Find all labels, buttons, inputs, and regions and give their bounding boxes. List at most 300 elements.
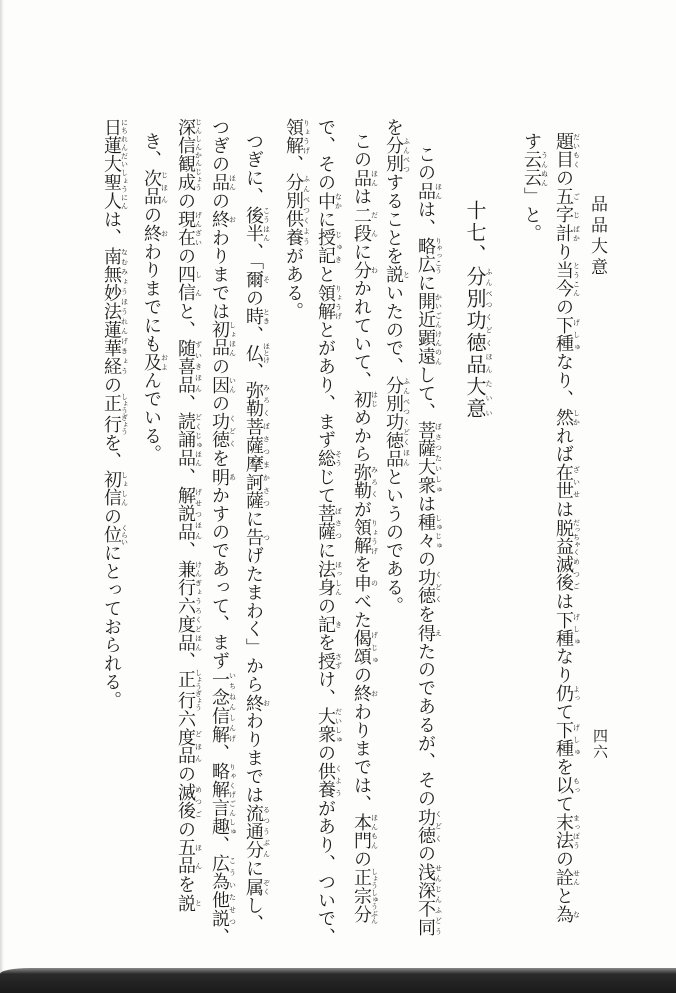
text-run: を — [383, 118, 404, 137]
ruby-base: 爾 — [243, 270, 264, 289]
ruby-reading: かいごんけんのん — [434, 292, 443, 366]
text-run: 、 — [243, 325, 264, 344]
ruby-reading: き — [334, 614, 343, 634]
ruby-base: 南無妙法蓮華経 — [101, 246, 122, 376]
text-run: の — [175, 191, 196, 211]
ruby-reading: およ — [160, 352, 169, 372]
ruby-base: 功徳 — [415, 568, 436, 606]
ruby-base: 随喜品 — [175, 338, 196, 395]
text-run: を — [415, 605, 436, 624]
ruby-word — [209, 854, 237, 928]
ruby-reading: あ — [228, 467, 237, 487]
ruby-reading: ふんべつくどくほん — [402, 375, 411, 468]
ruby-reading: お — [160, 224, 169, 243]
ruby-reading: ばか — [572, 224, 581, 243]
ruby-word — [553, 408, 581, 427]
ruby-base: 功徳品 — [463, 310, 487, 376]
ruby-word — [243, 877, 271, 896]
text-run: なり — [553, 647, 574, 685]
text-run: の — [415, 844, 436, 863]
text-run: わりまでは — [243, 711, 264, 804]
ruby-base: 授 — [315, 651, 336, 671]
ruby-word — [283, 118, 311, 155]
text-run: じて — [315, 467, 336, 505]
ruby-base: 中 — [315, 191, 336, 211]
ruby-reading: ずいきほん — [194, 338, 203, 395]
ruby-word — [175, 838, 203, 876]
text-run: け、 — [315, 670, 336, 707]
ruby-base: 日蓮大聖人 — [101, 118, 122, 210]
ruby-base: 末法 — [553, 813, 574, 850]
text-run: とがあり、まず — [315, 320, 336, 450]
ruby-word — [243, 380, 271, 510]
ruby-word — [175, 210, 203, 247]
ruby-base: 広為他説 — [209, 854, 230, 928]
text-run: なり、 — [553, 352, 574, 409]
text-column-12 — [96, 118, 129, 709]
text-run: は、 — [415, 200, 436, 238]
text-run: というのである。 — [383, 467, 404, 615]
ruby-base: 弥勒 — [351, 463, 372, 501]
ruby-base: 脱益 — [553, 518, 574, 556]
text-run: を、 — [101, 433, 122, 471]
text-column-2 — [516, 132, 549, 242]
ruby-base: 開近顕遠 — [415, 292, 436, 366]
text-run: を — [209, 449, 230, 468]
text-column-10 — [170, 118, 203, 912]
ruby-reading: しゅじゅ — [434, 513, 443, 550]
ruby-base: 分別功徳品 — [383, 375, 404, 468]
text-run: と — [315, 265, 336, 284]
text-run: の — [553, 168, 574, 188]
ruby-reading: みろくぼさつまかさつ — [262, 380, 271, 510]
ruby-reading: くどく — [434, 807, 443, 845]
ruby-word — [415, 181, 443, 201]
ruby-reading: わ — [370, 260, 379, 280]
ruby-base: 然 — [553, 408, 574, 427]
ruby-word — [315, 762, 343, 799]
ruby-reading: ほっしん — [334, 559, 343, 597]
ruby-word — [383, 375, 411, 468]
ruby-base: 読誦品 — [175, 412, 196, 468]
ruby-word — [175, 265, 203, 303]
ruby-base: 品 — [351, 168, 372, 188]
ruby-reading: しょしん — [120, 470, 129, 508]
ruby-word — [463, 266, 493, 310]
ruby-word — [351, 463, 379, 501]
text-run: の — [315, 596, 336, 615]
ruby-base: 云云 — [521, 150, 542, 188]
ruby-word — [351, 205, 379, 243]
ruby-base: 仏 — [243, 342, 264, 364]
text-run: 、 — [209, 835, 230, 855]
ruby-word — [351, 168, 379, 188]
ruby-reading: だいもく — [572, 132, 581, 169]
text-run: することを — [383, 173, 404, 266]
text-run: 、 — [175, 651, 196, 671]
text-run: れば — [553, 426, 574, 464]
ruby-base: 略広 — [415, 237, 436, 274]
ruby-reading: しょうしゅうぶん — [370, 868, 379, 925]
ruby-reading: なか — [334, 191, 343, 210]
ruby-word — [553, 610, 581, 648]
text-run: の — [415, 549, 436, 569]
ruby-base: 当今 — [553, 260, 574, 298]
ruby-base: 総 — [315, 449, 336, 468]
ruby-reading: りゃくげごんしゅ — [228, 762, 237, 836]
ruby-word — [209, 173, 237, 192]
ruby-base: 位 — [101, 524, 122, 546]
ruby-reading: ぼさつたいしゅ — [434, 421, 443, 495]
ruby-reading: どくじゅほん — [194, 412, 203, 468]
text-run: この — [415, 145, 436, 182]
text-run: て — [553, 702, 574, 721]
text-run: を — [175, 875, 196, 894]
ruby-reading: と — [194, 893, 203, 912]
text-run: して、 — [415, 365, 436, 422]
ruby-reading: ほん — [194, 838, 203, 876]
ruby-reading: めつご — [572, 555, 581, 593]
ruby-base: 記 — [315, 614, 336, 634]
book-bottom-edge — [0, 968, 676, 993]
text-run: は、 — [101, 210, 122, 247]
ruby-word — [351, 518, 379, 556]
ruby-reading: お — [262, 693, 271, 712]
ruby-word — [553, 813, 581, 850]
ruby-reading: どほん — [194, 727, 203, 765]
text-run: て — [553, 794, 574, 814]
ruby-word — [175, 668, 203, 711]
ruby-word — [351, 260, 379, 280]
ruby-word — [553, 187, 581, 225]
ruby-reading: もっ — [572, 776, 581, 795]
ruby-reading: そ — [262, 270, 271, 289]
ruby-reading: りょうげ — [334, 283, 343, 321]
text-run: いたので、 — [383, 283, 404, 376]
ruby-base: 五字 — [553, 187, 574, 225]
ruby-word — [315, 614, 343, 634]
ruby-word — [351, 573, 379, 593]
ruby-word — [383, 265, 411, 284]
ruby-reading: げじゅ — [370, 628, 379, 666]
ruby-base: 品 — [415, 181, 436, 201]
text-run: 、 — [175, 467, 196, 487]
ruby-base: 本門 — [351, 812, 372, 850]
ruby-base: 略解言趣 — [209, 762, 230, 836]
ruby-base: 菩薩大衆 — [415, 421, 436, 495]
text-run: と、 — [175, 302, 196, 339]
ruby-reading: こういたせつ — [228, 854, 237, 928]
ruby-base: 及 — [141, 352, 162, 372]
ruby-reading: にちれんだいしょうにん — [120, 118, 129, 210]
ruby-base: 偈頌 — [351, 628, 372, 666]
ruby-base: 詮 — [553, 868, 574, 887]
ruby-reading: ほん — [434, 181, 443, 201]
ruby-reading: そう — [334, 449, 343, 468]
text-run: があり、ついで、 — [315, 798, 336, 947]
text-run: 、 — [175, 394, 196, 413]
ruby-word — [383, 136, 411, 174]
ruby-base: 終 — [141, 224, 162, 243]
ruby-reading: つ — [262, 527, 271, 547]
ruby-reading: お — [370, 684, 379, 703]
ruby-reading: ぞく — [262, 877, 271, 896]
text-run: の — [553, 297, 574, 317]
ruby-base: 初品 — [209, 320, 230, 358]
ruby-word — [351, 389, 379, 409]
ruby-base: 分別 — [383, 136, 404, 174]
text-run: を — [315, 633, 336, 652]
ruby-reading: けんぎょうろくどほん — [194, 559, 203, 652]
ruby-reading: お — [228, 210, 237, 229]
ruby-word — [243, 205, 271, 243]
text-run: わりまでにも — [141, 242, 162, 353]
running-head: 品品大意 — [587, 195, 607, 279]
ruby-word — [175, 118, 203, 192]
text-run: の — [175, 819, 196, 839]
ruby-base: 分別供養 — [283, 173, 304, 247]
page-number: 四六 — [591, 728, 609, 760]
ruby-word — [415, 513, 443, 550]
ruby-reading: こうはん — [262, 205, 271, 243]
ruby-base: 告 — [243, 527, 264, 547]
ruby-word — [553, 463, 581, 501]
ruby-word — [315, 191, 343, 211]
ruby-base: 因 — [209, 375, 230, 395]
text-run: 、 — [243, 362, 264, 381]
text-run: 」と。 — [521, 187, 542, 243]
ruby-base: 滅後 — [553, 555, 574, 593]
ruby-reading: じゅき — [334, 228, 343, 266]
ruby-word — [415, 623, 443, 642]
text-run: の — [209, 191, 230, 211]
ruby-base: 領解 — [351, 518, 372, 556]
ruby-base: 領解 — [315, 283, 336, 321]
ruby-word — [209, 762, 237, 836]
text-run: の — [209, 394, 230, 413]
ruby-reading: の — [370, 573, 379, 593]
ruby-word — [283, 173, 311, 247]
ruby-reading: いん — [228, 375, 237, 395]
ruby-word — [209, 467, 237, 487]
ruby-reading: りゃっこう — [434, 237, 443, 274]
ruby-word — [101, 118, 129, 210]
text-run: んでいる。 — [141, 371, 162, 464]
text-run: の — [315, 743, 336, 763]
text-column-5 — [346, 132, 379, 924]
ruby-word — [315, 559, 343, 597]
text-run: は — [415, 494, 436, 514]
ruby-word — [243, 270, 271, 289]
text-column-1 — [548, 132, 581, 923]
ruby-word — [175, 727, 203, 765]
text-run: は — [351, 187, 372, 206]
ruby-reading: と — [402, 265, 411, 284]
ruby-reading: な — [572, 905, 581, 924]
ruby-word — [463, 376, 493, 420]
ruby-reading: くどく — [228, 412, 237, 450]
text-run: わりまでは、 — [351, 702, 372, 813]
ruby-base: 大衆 — [315, 706, 336, 744]
text-run: がある。 — [283, 246, 304, 321]
ruby-base: 浅深不同 — [415, 862, 436, 937]
ruby-word — [101, 246, 129, 376]
text-run: の — [351, 849, 372, 869]
ruby-reading: しん — [194, 265, 203, 303]
text-column-6 — [310, 118, 343, 946]
ruby-reading: まっぽう — [572, 813, 581, 850]
ruby-word — [351, 868, 379, 925]
text-run: つぎに、 — [243, 132, 264, 206]
ruby-base: 法身 — [315, 559, 336, 597]
ruby-reading: とうこん — [572, 260, 581, 298]
ruby-word — [553, 776, 581, 795]
ruby-word — [553, 720, 581, 758]
ruby-base: 度品 — [175, 727, 196, 765]
ruby-base: 初 — [351, 389, 372, 409]
ruby-reading: はじ — [370, 389, 379, 409]
ruby-word — [521, 150, 549, 188]
ruby-word — [209, 210, 237, 229]
text-run: 十七、 — [463, 200, 487, 266]
ruby-word — [351, 628, 379, 666]
ruby-base: 供養 — [315, 762, 336, 799]
ruby-word — [243, 803, 271, 860]
ruby-reading: げしゅ — [572, 720, 581, 758]
ruby-reading: しょうぎょう — [194, 668, 203, 711]
ruby-base: 得 — [415, 623, 436, 642]
ruby-reading: せんじんふどう — [434, 862, 443, 937]
ruby-word — [553, 905, 581, 924]
ruby-base: 次品 — [141, 168, 162, 206]
ruby-word — [351, 684, 379, 703]
ruby-base: 二段 — [351, 205, 372, 243]
ruby-word — [415, 807, 443, 845]
text-run: の — [101, 375, 122, 395]
ruby-reading: くどく — [434, 568, 443, 606]
ruby-reading: ふんべつ — [485, 266, 493, 310]
ruby-reading: たいい — [485, 376, 493, 420]
text-run: し、 — [243, 895, 264, 933]
ruby-word — [175, 412, 203, 468]
ruby-reading: くよう — [334, 762, 343, 799]
ruby-word — [415, 421, 443, 495]
ruby-base: 一念信解 — [209, 670, 230, 744]
ruby-base: 仍 — [553, 684, 574, 703]
ruby-base: 後半 — [243, 205, 264, 243]
text-run: わりまでは — [209, 228, 230, 321]
ruby-base: 流通分 — [243, 803, 264, 860]
ruby-base: 功徳 — [415, 807, 436, 845]
text-run: 、 — [209, 743, 230, 763]
text-run: 、 — [283, 154, 304, 174]
ruby-base: 終 — [209, 210, 230, 229]
ruby-base: 初信 — [101, 470, 122, 508]
text-run: この — [351, 132, 372, 169]
text-run: べた — [351, 592, 372, 629]
text-run: の — [101, 507, 122, 526]
text-run: つぎの — [209, 118, 230, 174]
ruby-reading: ほとけ — [262, 342, 271, 364]
text-run: が — [351, 500, 372, 519]
text-run: の — [243, 288, 264, 308]
ruby-reading: めつご — [194, 783, 203, 820]
ruby-base: 滅後 — [175, 783, 196, 820]
ruby-word — [141, 224, 169, 243]
ruby-reading: げせつほん — [194, 486, 203, 542]
text-column-11 — [136, 132, 169, 463]
ruby-base: 種々 — [415, 513, 436, 550]
ruby-reading: しか — [572, 408, 581, 427]
ruby-word — [463, 310, 493, 376]
ruby-base: 終 — [351, 684, 372, 703]
text-run: げたまわく」から — [243, 546, 264, 694]
ruby-base: 明 — [209, 467, 230, 487]
text-run: に — [315, 541, 336, 560]
ruby-reading: よっ — [572, 684, 581, 703]
ruby-base: 分別 — [463, 266, 487, 310]
ruby-base: 五品 — [175, 838, 196, 876]
text-column-8 — [238, 132, 271, 933]
ruby-reading: ほんもん — [370, 812, 379, 850]
ruby-word — [141, 352, 169, 372]
text-run: 、 — [175, 541, 196, 560]
text-run: き、 — [141, 132, 162, 169]
ruby-base: 下種 — [553, 316, 574, 353]
ruby-reading: だいしゅ — [334, 706, 343, 744]
ruby-word — [243, 527, 271, 547]
ruby-base: 説 — [175, 893, 196, 912]
ruby-reading: くらい — [120, 524, 129, 546]
ruby-reading: だん — [370, 205, 379, 243]
ruby-reading: さず — [334, 651, 343, 671]
ruby-base: 正宗分 — [351, 868, 372, 925]
ruby-word — [101, 524, 129, 546]
ruby-reading: ほん — [370, 168, 379, 188]
text-run: で、その — [315, 118, 336, 192]
ruby-reading: ぼさつ — [334, 504, 343, 542]
ruby-word — [175, 893, 203, 912]
ruby-reading: え — [434, 623, 443, 642]
text-run: と — [553, 886, 574, 906]
ruby-reading: ふんべつくよう — [302, 173, 311, 247]
ruby-word — [315, 651, 343, 671]
text-run: を — [553, 757, 574, 777]
ruby-reading: じほん — [160, 168, 169, 206]
ruby-word — [553, 132, 581, 169]
ruby-reading: りょうげ — [302, 118, 311, 155]
ruby-base: 菩薩 — [315, 504, 336, 542]
ruby-word — [315, 706, 343, 744]
text-run: に — [243, 859, 264, 878]
ruby-reading: みろく — [370, 463, 379, 501]
text-run: めから — [351, 408, 372, 464]
text-run: に — [415, 273, 436, 293]
ruby-word — [175, 486, 203, 542]
ruby-reading: げしゅ — [572, 316, 581, 353]
text-run: の — [141, 205, 162, 225]
ruby-word — [243, 342, 271, 364]
ruby-reading: なむみょうほうれんげきょう — [120, 246, 129, 376]
ruby-word — [315, 449, 343, 468]
ruby-reading: げしゅ — [572, 610, 581, 648]
text-run: 六 — [175, 709, 196, 728]
ruby-word — [553, 316, 581, 353]
ruby-word — [553, 868, 581, 887]
ruby-base: 時 — [243, 307, 264, 326]
ruby-word — [175, 559, 203, 652]
ruby-reading: ほん — [228, 173, 237, 192]
